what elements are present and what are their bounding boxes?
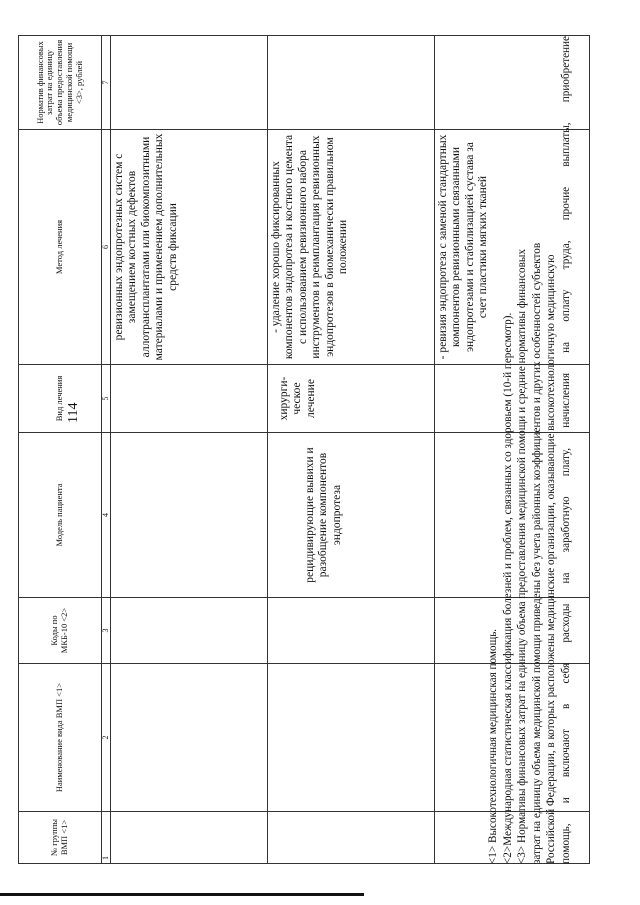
header-group-number: № группы ВМП <1>: [19, 812, 102, 864]
column-number: 5: [102, 365, 111, 433]
footnote-3-line: Российской Федерации, в которых расположены медицинские организации, оказывающие высокотехнологичную медицинскую: [545, 254, 558, 864]
table-row: [111, 36, 268, 864]
header-cost-norm: Норматив финансовых затрат на единицу объема предоставления медицинской помощи <3>, рублей: [19, 36, 102, 130]
header-patient-model: Модель пациента: [19, 433, 102, 598]
footnote-3-line: затрат на единицу объема медицинской помощи приведены без учета районных коэффициентов и других особенностей субъектов: [530, 242, 543, 864]
column-number-row: [102, 36, 111, 864]
column-number: 2: [102, 664, 111, 812]
cell-group-number: [268, 812, 435, 864]
column-number: 1: [102, 812, 111, 864]
header-treatment-method: Метод лечения: [19, 130, 102, 365]
column-number: 6: [102, 130, 111, 365]
header-icd-codes: Коды по МКБ-10 <2>: [19, 598, 102, 664]
footnotes: [486, 36, 574, 864]
cell-vmp-name: [111, 664, 268, 812]
cell-cost-norm: [268, 36, 435, 130]
footnote-3-line: помощь, и включают в себя расходы на заработную плату, начисления на оплату труда, прочие выплаты, приобретение: [559, 36, 572, 864]
cell-icd-codes: [268, 598, 435, 664]
column-number: 4: [102, 433, 111, 598]
footnote-3-line: <3> Нормативы финансовых затрат на единицу объема предоставления медицинской помощи и средние нормативы финансовых: [516, 249, 529, 864]
cell-treatment-method: - ревизия эндопротеза с заменой стандартных компонентов ревизионными связанными эндопротезами и стабилизацией сустава за счет пластики мягких тканей: [435, 130, 590, 365]
cell-cost-norm: [111, 36, 268, 130]
column-number: 3: [102, 598, 111, 664]
cell-group-number: [111, 812, 268, 864]
cell-treatment-method: - удаление хорошо фиксированных компонентов эндопротеза и костного цемента с использованием ревизионного набора инструментов и реимплантация ревизионных эндопротезов в биомеханически правильном положении: [268, 130, 435, 365]
header-row: [19, 36, 102, 864]
column-number: 7: [102, 36, 111, 130]
bottom-rule: [0, 893, 364, 896]
footnote-1: <1> Высокотехнологичная медицинская помощь.: [487, 628, 499, 864]
cell-treatment-type: хирурги-ческое лечение: [268, 365, 435, 433]
table-row: [268, 36, 435, 864]
footnote-2: <2>Международная статистическая классификация болезней и проблем, связанных со здоровьем (10-й пересмотр).: [501, 312, 514, 864]
page-number: 114: [66, 402, 81, 423]
header-vmp-name: Наименование вида ВМП <1>: [19, 664, 102, 812]
cell-icd-codes: [111, 598, 268, 664]
cell-patient-model: рецидивирующие вывихи и разобщение компонентов эндопротеза: [268, 433, 435, 598]
header-treatment-type: Вид лечения: [19, 365, 102, 433]
rotated-page-content: [18, 24, 578, 864]
cell-patient-model: [111, 433, 268, 598]
cell-treatment-type: [111, 365, 268, 433]
cell-treatment-method: ревизионных эндопротезных систем с замещением костных дефектов аллотрансплантатами или биокомпозитными материалами и применением дополнительных средств фиксации: [111, 130, 268, 365]
cell-vmp-name: [268, 664, 435, 812]
